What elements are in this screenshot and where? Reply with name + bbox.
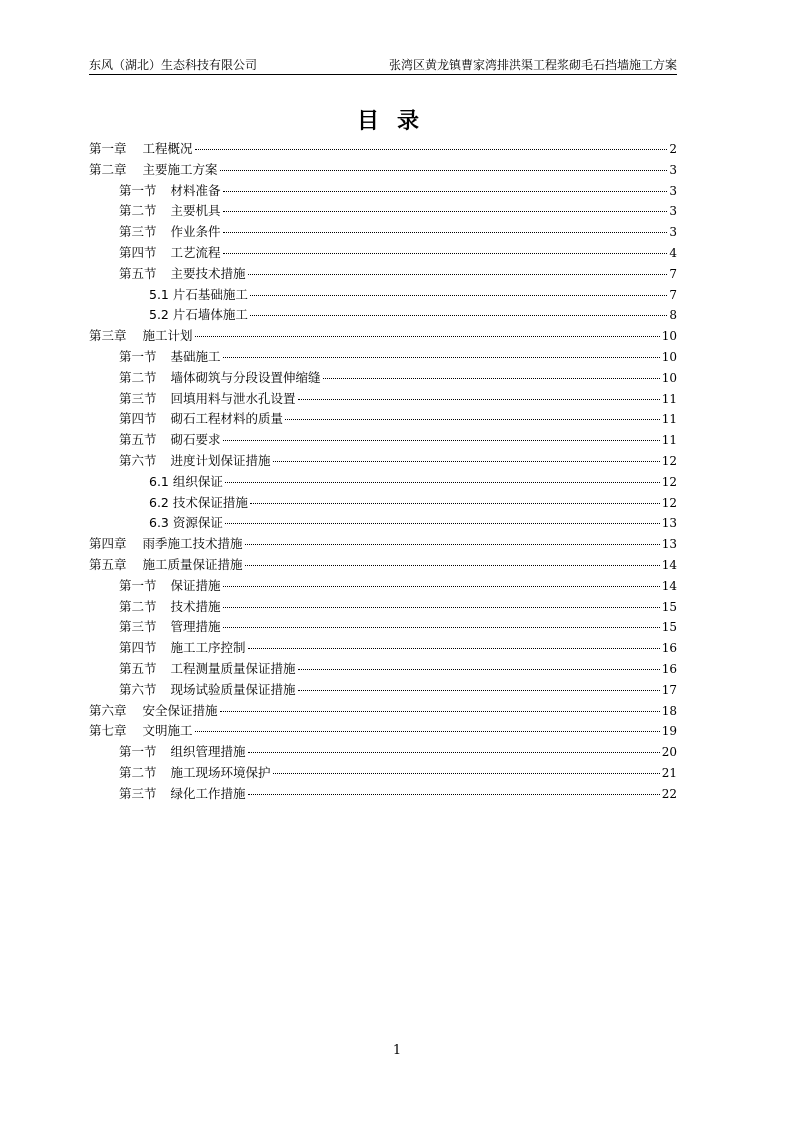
toc-entry-page: 11 — [661, 433, 677, 448]
toc-entry[interactable] — [89, 222, 677, 243]
toc-entry-number: 第五节 — [119, 660, 157, 676]
toc-entry[interactable] — [89, 659, 677, 680]
toc-entry-number: 第六节 — [119, 681, 157, 697]
toc-entry-page: 16 — [661, 661, 677, 676]
toc-entry-number: 第六节 — [119, 452, 157, 468]
toc-entry-title: 砌石工程材料的质量 — [170, 411, 284, 427]
toc-entry-title: 回填用料与泄水孔设置 — [170, 390, 296, 406]
toc-entry[interactable] — [89, 534, 677, 555]
toc-entry-number: 第二节 — [119, 598, 157, 614]
toc-dot-leader — [223, 211, 668, 212]
toc-entry-title: 5.2 片石墙体施工 — [149, 307, 248, 323]
toc-entry-page: 13 — [661, 516, 677, 531]
header-project-title: 张湾区黄龙镇曹家湾排洪渠工程浆砌毛石挡墙施工方案 — [388, 58, 677, 72]
toc-entry-number: 第一节 — [119, 744, 157, 760]
toc-entry-page: 15 — [661, 599, 677, 614]
toc-entry-title: 施工工序控制 — [170, 640, 246, 656]
toc-entry-title: 6.3 资源保证 — [149, 515, 223, 531]
toc-entry-page: 19 — [661, 724, 677, 739]
toc-entry-page: 20 — [661, 745, 677, 760]
toc-entry-title: 工程概况 — [142, 141, 193, 156]
toc-entry-title: 墙体砌筑与分段设置伸缩缝 — [170, 369, 321, 385]
toc-dot-leader — [248, 752, 660, 753]
toc-entry[interactable] — [89, 430, 677, 451]
toc-entry-number: 第三节 — [119, 619, 157, 635]
toc-entry[interactable] — [89, 389, 677, 410]
toc-entry-number: 第四节 — [119, 244, 157, 260]
page-number: 1 — [392, 1043, 402, 1058]
toc-entry[interactable] — [89, 472, 677, 493]
toc-entry-title: 6.1 组织保证 — [149, 473, 223, 489]
toc-entry-number: 第三节 — [119, 785, 157, 801]
toc-entry-page: 10 — [661, 349, 677, 364]
toc-dot-leader — [223, 627, 660, 628]
toc-entry-page: 14 — [661, 578, 677, 593]
toc-entry-page: 18 — [661, 703, 677, 718]
toc-entry-title: 雨季施工技术措施 — [142, 536, 243, 552]
toc-entry[interactable] — [89, 264, 677, 285]
toc-entry-page: 15 — [661, 620, 677, 635]
toc-entry[interactable] — [89, 326, 677, 347]
toc-entry-page: 11 — [661, 412, 677, 427]
toc-entry[interactable] — [89, 181, 677, 202]
toc-entry-number: 第三节 — [119, 224, 157, 240]
toc-dot-leader — [220, 711, 660, 712]
toc-entry-number: 第五章 — [89, 556, 127, 572]
toc-entry-page: 11 — [661, 391, 677, 406]
toc-dot-leader — [195, 731, 660, 732]
toc-entry-number: 第二章 — [89, 161, 127, 177]
toc-dot-leader — [250, 295, 668, 296]
toc-entry-number: 第一节 — [119, 577, 157, 593]
toc-entry[interactable] — [89, 513, 677, 534]
toc-dot-leader — [220, 170, 668, 171]
header-company: 东风（湖北）生态科技有限公司 — [89, 58, 258, 72]
toc-entry[interactable] — [89, 493, 677, 514]
toc-entry-number: 第四节 — [119, 640, 157, 656]
toc-dot-leader — [248, 794, 660, 795]
toc-entry-title: 主要机具 — [170, 203, 221, 219]
toc-entry[interactable] — [89, 285, 677, 306]
toc-dot-leader — [195, 149, 668, 150]
toc-dot-leader — [248, 274, 668, 275]
toc-entry-page: 22 — [661, 786, 677, 801]
toc-entry-number: 第三节 — [119, 390, 157, 406]
toc-entry-number: 第四章 — [89, 536, 127, 552]
toc-entry-title: 作业条件 — [170, 224, 221, 240]
table-of-contents — [89, 139, 677, 805]
toc-entry-title: 工程测量质量保证措施 — [170, 660, 296, 676]
toc-entry-page: 3 — [669, 162, 677, 177]
toc-entry-title: 5.1 片石基础施工 — [149, 286, 248, 302]
toc-entry[interactable] — [89, 638, 677, 659]
toc-entry-title: 进度计划保证措施 — [170, 452, 271, 468]
toc-entry[interactable] — [89, 597, 677, 618]
toc-entry-title: 主要技术措施 — [170, 265, 246, 281]
toc-entry[interactable] — [89, 617, 677, 638]
toc-dot-leader — [298, 399, 660, 400]
toc-entry-page: 10 — [661, 370, 677, 385]
toc-entry-number: 第四节 — [119, 411, 157, 427]
toc-dot-leader — [195, 336, 660, 337]
toc-entry-title: 技术措施 — [170, 598, 221, 614]
toc-entry-title: 6.2 技术保证措施 — [149, 494, 248, 510]
toc-entry-number: 第一节 — [119, 182, 157, 198]
toc-entry[interactable] — [89, 680, 677, 701]
toc-dot-leader — [245, 544, 660, 545]
toc-dot-leader — [223, 253, 668, 254]
toc-entry-title: 安全保证措施 — [142, 702, 218, 718]
toc-entry-page: 12 — [661, 495, 677, 510]
toc-entry-title: 保证措施 — [170, 577, 221, 593]
toc-entry[interactable] — [89, 784, 677, 805]
toc-dot-leader — [248, 648, 660, 649]
toc-entry[interactable] — [89, 763, 677, 784]
toc-dot-leader — [225, 482, 660, 483]
toc-entry-page: 3 — [669, 225, 677, 240]
toc-entry[interactable] — [89, 201, 677, 222]
toc-entry-number: 第五节 — [119, 265, 157, 281]
toc-entry-title: 基础施工 — [170, 348, 221, 364]
toc-dot-leader — [298, 690, 660, 691]
toc-entry-number: 第一节 — [119, 348, 157, 364]
toc-entry-number: 第二节 — [119, 203, 157, 219]
toc-entry-title: 砌石要求 — [170, 432, 221, 448]
toc-entry[interactable] — [89, 409, 677, 430]
toc-entry-number: 第六章 — [89, 702, 127, 718]
page-header — [89, 56, 677, 75]
toc-dot-leader — [223, 191, 668, 192]
toc-entry-title: 施工现场环境保护 — [170, 764, 271, 780]
toc-entry-title: 材料准备 — [170, 182, 221, 198]
toc-entry-title: 主要施工方案 — [142, 161, 218, 177]
toc-title: 目录 — [356, 109, 437, 134]
toc-entry-number: 第一章 — [89, 141, 127, 156]
toc-entry-page: 21 — [661, 765, 677, 780]
toc-entry[interactable] — [89, 305, 677, 326]
toc-entry-title: 组织管理措施 — [170, 744, 246, 760]
toc-entry-page: 12 — [661, 474, 677, 489]
toc-entry-page: 3 — [669, 204, 677, 219]
toc-entry-page: 7 — [669, 266, 677, 281]
toc-entry-title: 工艺流程 — [170, 244, 221, 260]
toc-entry-number: 第三章 — [89, 328, 127, 344]
toc-entry-title: 施工质量保证措施 — [142, 556, 243, 572]
toc-dot-leader — [225, 523, 660, 524]
toc-dot-leader — [273, 773, 660, 774]
toc-entry[interactable] — [89, 451, 677, 472]
toc-dot-leader — [245, 565, 660, 566]
toc-entry-title: 现场试验质量保证措施 — [170, 681, 296, 697]
toc-entry-page: 13 — [661, 537, 677, 552]
toc-dot-leader — [223, 357, 660, 358]
toc-entry[interactable] — [89, 701, 677, 722]
toc-entry[interactable] — [89, 368, 677, 389]
toc-entry-page: 7 — [669, 287, 677, 302]
toc-entry-page: 12 — [661, 453, 677, 468]
toc-dot-leader — [250, 315, 668, 316]
toc-entry[interactable] — [89, 347, 677, 368]
toc-dot-leader — [298, 669, 660, 670]
toc-entry-page: 3 — [669, 183, 677, 198]
toc-entry[interactable] — [89, 742, 677, 763]
toc-dot-leader — [223, 586, 660, 587]
toc-entry-title: 绿化工作措施 — [170, 785, 246, 801]
toc-entry-number: 第七章 — [89, 723, 127, 739]
toc-entry[interactable] — [89, 139, 677, 160]
toc-dot-leader — [285, 419, 660, 420]
toc-entry[interactable] — [89, 721, 677, 742]
toc-entry-page: 17 — [661, 682, 677, 697]
toc-dot-leader — [223, 232, 668, 233]
toc-entry-page: 4 — [669, 245, 677, 260]
toc-entry-title: 管理措施 — [170, 619, 221, 635]
toc-entry-number: 第二节 — [119, 369, 157, 385]
toc-entry-page: 14 — [661, 557, 677, 572]
toc-entry-page: 10 — [661, 329, 677, 344]
toc-dot-leader — [273, 461, 660, 462]
toc-entry-page: 8 — [669, 308, 677, 323]
toc-entry-page: 2 — [669, 142, 677, 156]
toc-dot-leader — [223, 607, 660, 608]
toc-entry[interactable] — [89, 555, 677, 576]
toc-entry-number: 第二节 — [119, 764, 157, 780]
toc-entry[interactable] — [89, 243, 677, 264]
toc-entry-page: 16 — [661, 641, 677, 656]
toc-entry[interactable] — [89, 576, 677, 597]
toc-dot-leader — [223, 440, 660, 441]
toc-entry-title: 文明施工 — [142, 723, 193, 739]
toc-entry-number: 第五节 — [119, 432, 157, 448]
toc-dot-leader — [250, 503, 660, 504]
toc-entry[interactable] — [89, 160, 677, 181]
toc-entry-title: 施工计划 — [142, 328, 193, 344]
toc-dot-leader — [323, 378, 660, 379]
